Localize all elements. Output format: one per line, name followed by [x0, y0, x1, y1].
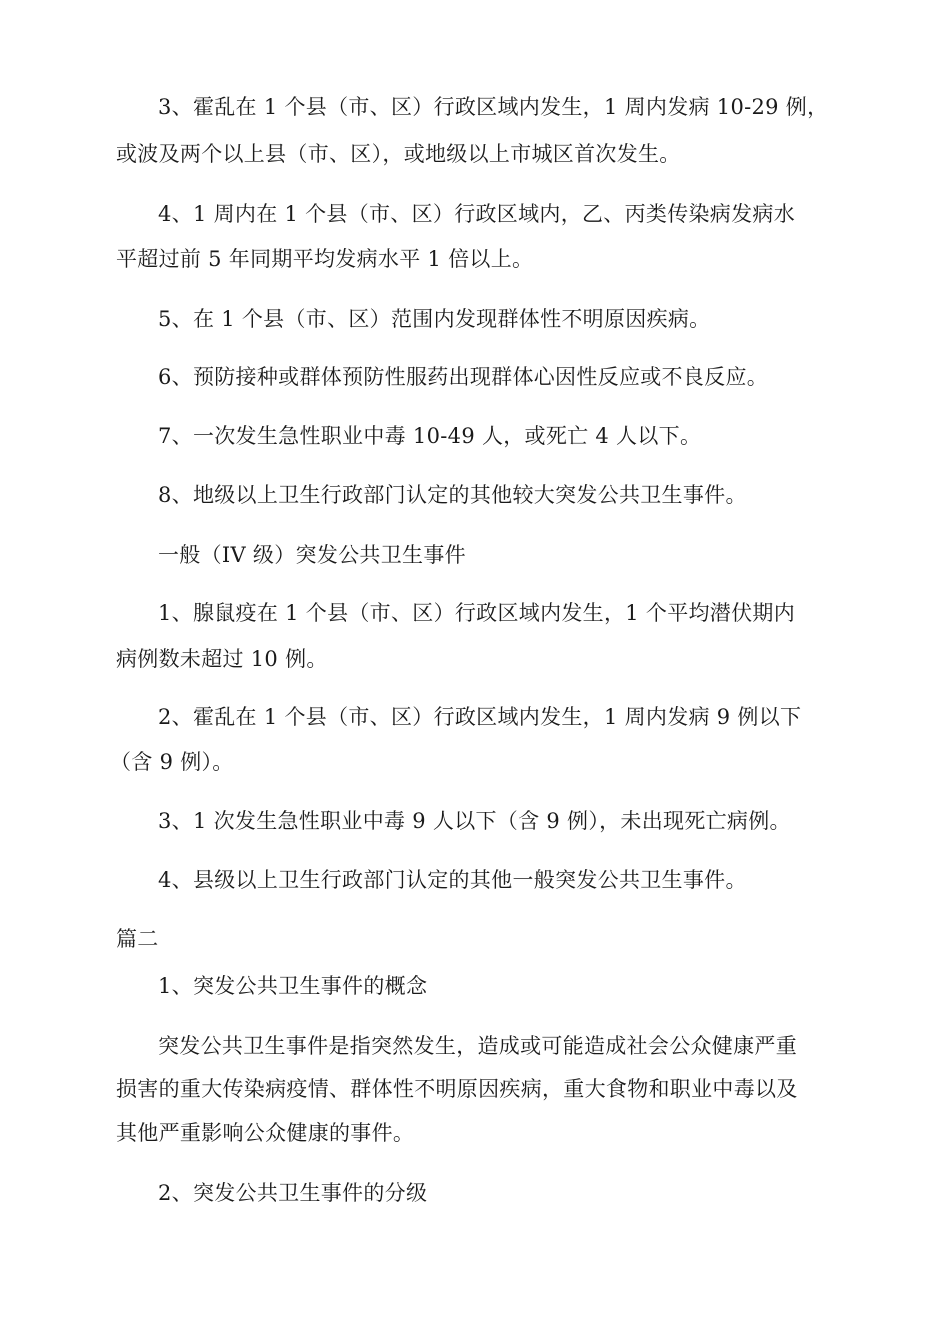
- subsection-heading: 1、突发公共卫生事件的概念: [158, 974, 428, 998]
- text-line: 8、地级以上卫生行政部门认定的其他较大突发公共卫生事件。: [158, 483, 747, 507]
- text-line: 7、一次发生急性职业中毒 10-49 人，或死亡 4 人以下。: [158, 424, 702, 448]
- section-title: 篇二: [116, 927, 159, 951]
- text-line: 5、在 1 个县（市、区）范围内发现群体性不明原因疾病。: [158, 307, 711, 331]
- text-line: （含 9 例）。: [110, 750, 234, 774]
- text-line: 2、霍乱在 1 个县（市、区）行政区域内发生，1 周内发病 9 例以下: [158, 705, 802, 729]
- text-line: 损害的重大传染病疫情、群体性不明原因疾病，重大食物和职业中毒以及: [116, 1077, 798, 1101]
- text-line: 1、腺鼠疫在 1 个县（市、区）行政区域内发生，1 个平均潜伏期内: [158, 601, 796, 625]
- section-heading: 一般（IV 级）突发公共卫生事件: [158, 543, 466, 567]
- text-line: 突发公共卫生事件是指突然发生，造成或可能造成社会公众健康严重: [158, 1034, 797, 1058]
- text-line: 其他严重影响公众健康的事件。: [116, 1121, 415, 1145]
- text-line: 3、1 次发生急性职业中毒 9 人以下（含 9 例），未出现死亡病例。: [158, 809, 791, 833]
- text-line: 病例数未超过 10 例。: [116, 647, 328, 671]
- text-line: 或波及两个以上县（市、区），或地级以上市城区首次发生。: [116, 142, 681, 166]
- subsection-heading: 2、突发公共卫生事件的分级: [158, 1181, 428, 1205]
- text-line: 4、县级以上卫生行政部门认定的其他一般突发公共卫生事件。: [158, 868, 747, 892]
- text-line: 平超过前 5 年同期平均发病水平 1 倍以上。: [116, 247, 534, 271]
- text-line: 6、预防接种或群体预防性服药出现群体心因性反应或不良反应。: [158, 365, 769, 389]
- text-line: 4、1 周内在 1 个县（市、区）行政区域内，乙、丙类传染病发病水: [158, 202, 796, 226]
- text-line: 3、霍乱在 1 个县（市、区）行政区域内发生，1 周内发病 10-29 例，: [158, 95, 829, 119]
